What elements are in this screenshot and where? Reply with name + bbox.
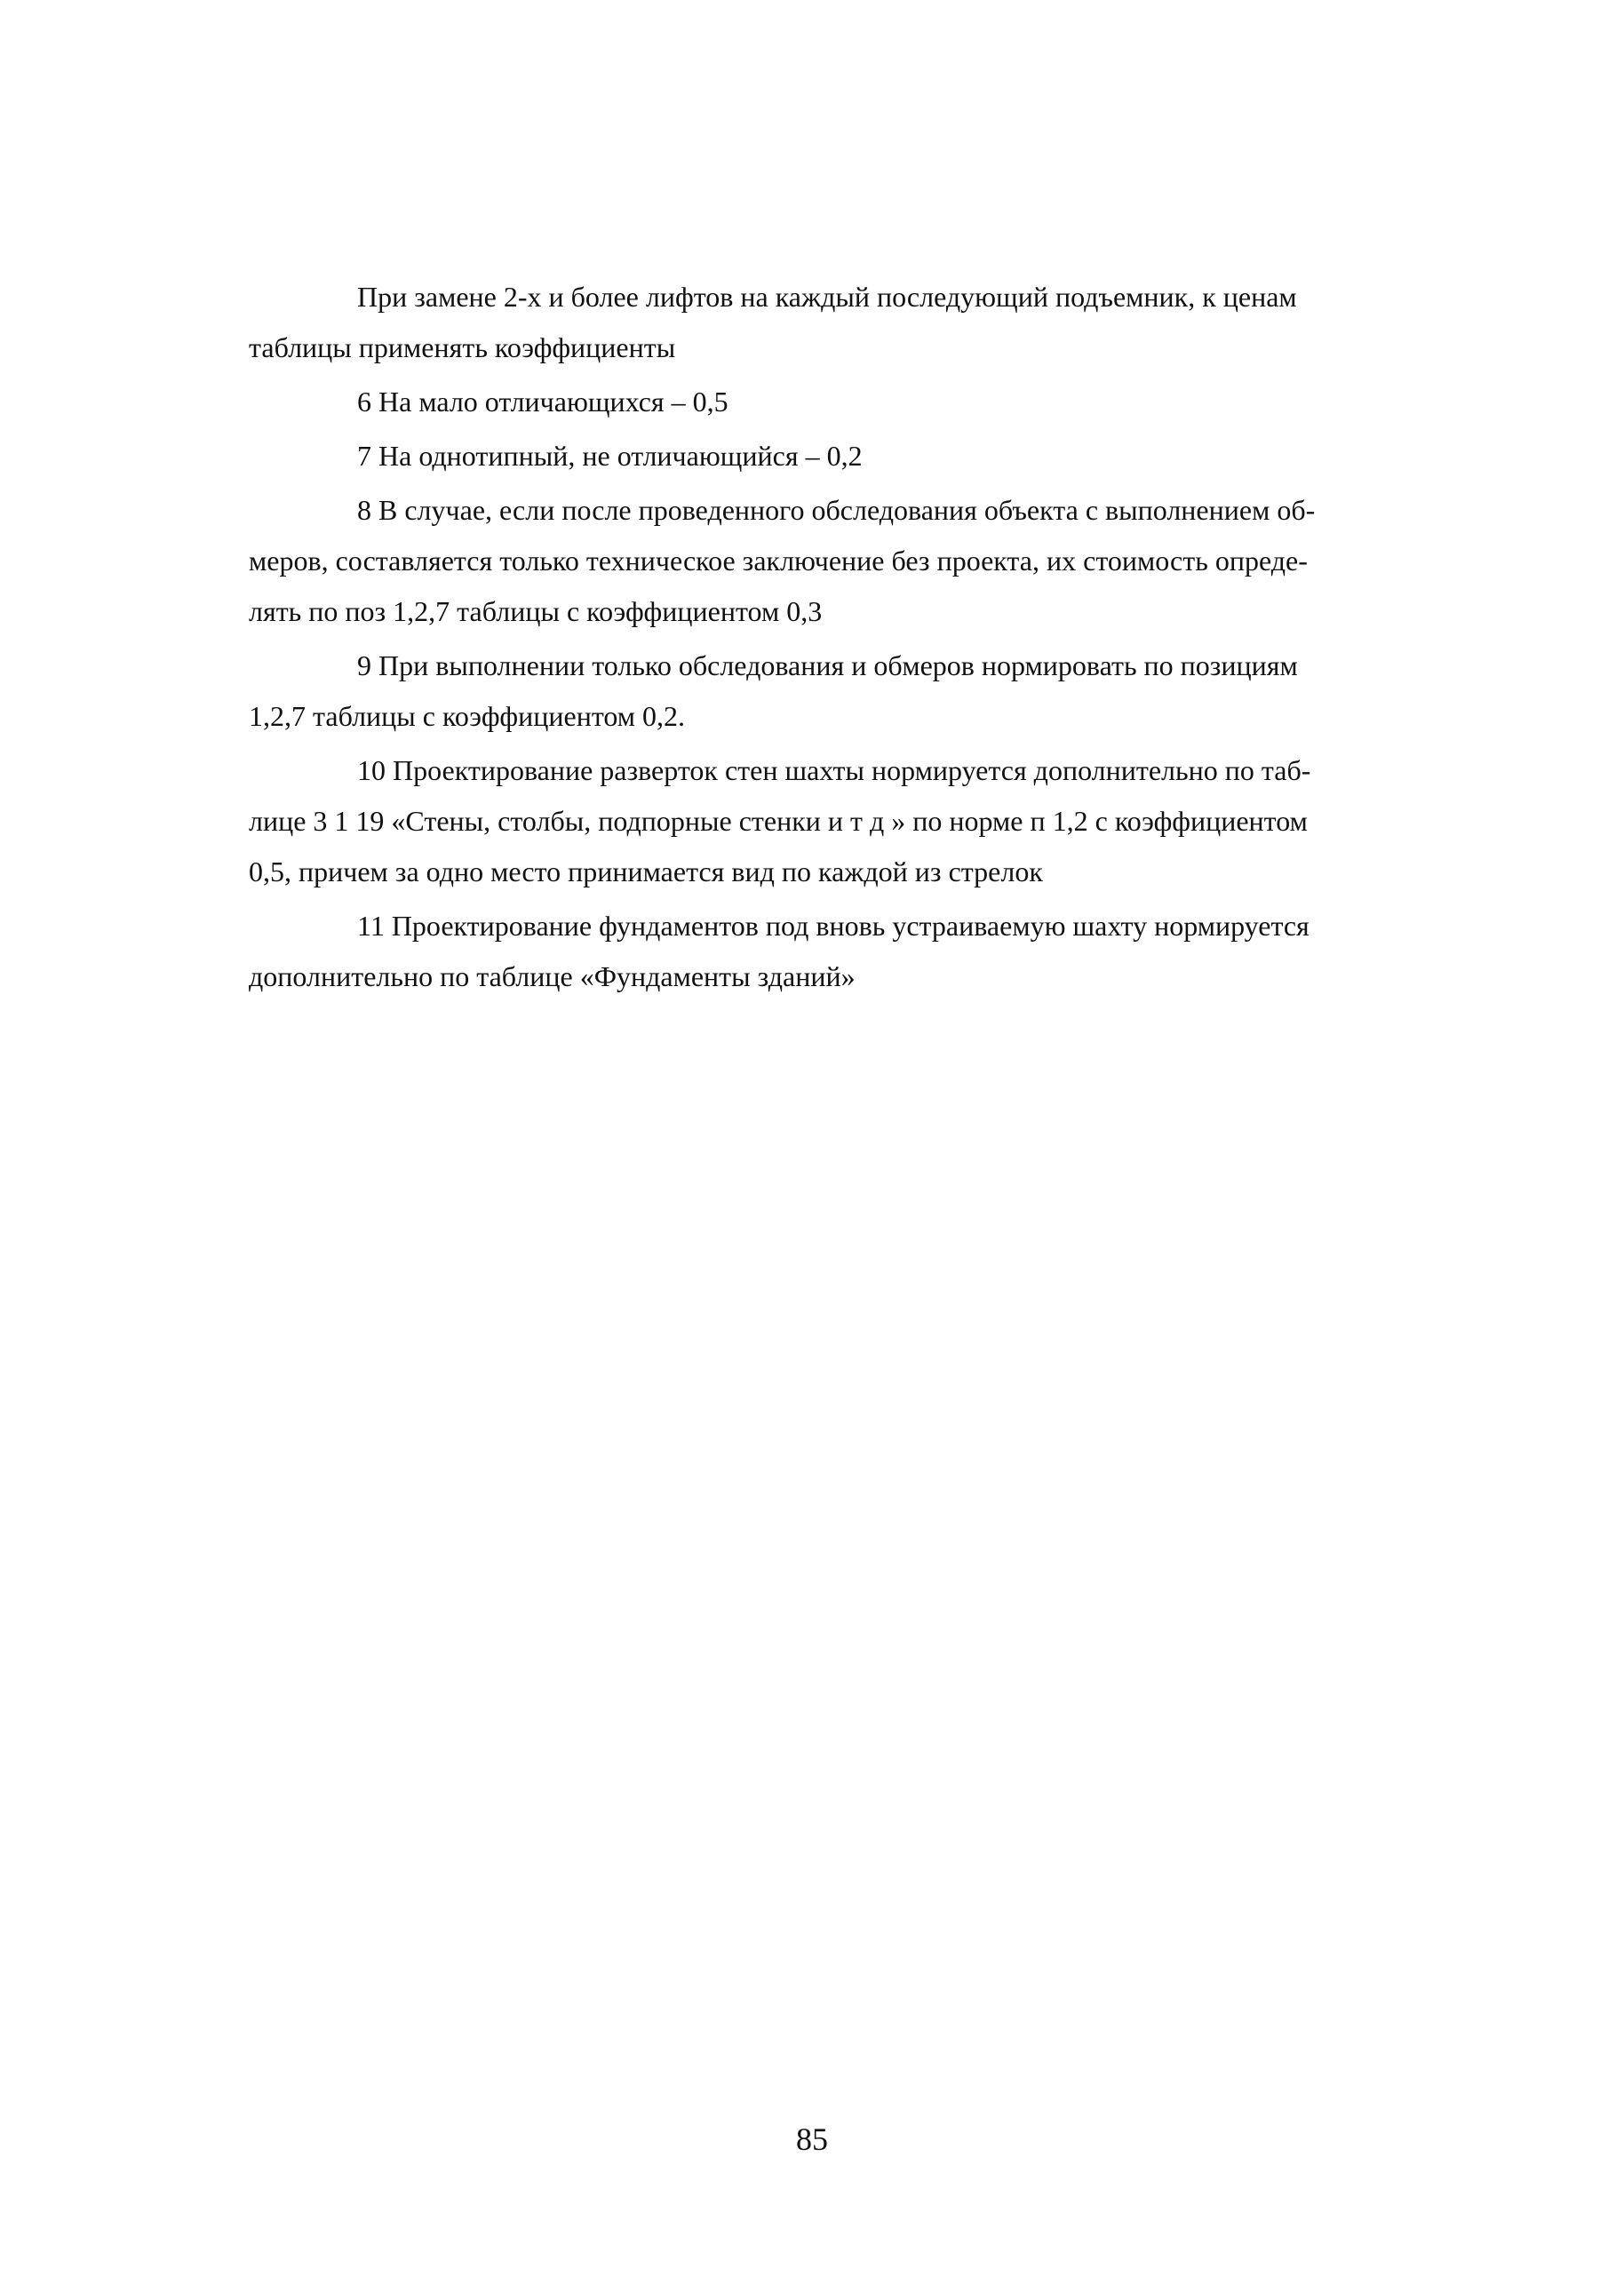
page-number: 85 xyxy=(796,2121,828,2157)
paragraph-item-9: 9 При выполнении только обследования и обмеров нормировать по позициям 1,2,7 таблицы с коэффициентом 0,2. xyxy=(249,649,1298,732)
paragraph-item-7: 7 На однотипный, не отличающийся – 0,2 xyxy=(357,440,863,472)
paragraph-item-11: 11 Проектирование фундаментов под вновь устраиваемую шахту нормируется дополнительно по таблице «Фундаменты зданий» xyxy=(249,910,1310,992)
paragraph-item-10: 10 Проектирование разверток стен шахты нормируется дополнительно по таб- лице 3 1 19 «Стены, столбы, подпорные стенки и т д » по норме п 1,2 с коэффициентом 0,5, причем за одно место принимается вид по каждой из стрелок xyxy=(249,754,1311,887)
body-text xyxy=(249,272,1404,1006)
paragraph-coefficients-intro: При замене 2-х и более лифтов на каждый последующий подъемник, к ценам таблицы применять коэффициенты xyxy=(249,281,1297,363)
paragraph-item-6: 6 На мало отличающихся – 0,5 xyxy=(357,386,728,418)
paragraph-item-8: 8 В случае, если после проведенного обследования объекта с выполнением об- меров, составляется только техническое заключение без проекта, их стоимость опреде- лять по поз 1,2,7 таблицы с коэффициентом 0,3 xyxy=(249,494,1316,627)
